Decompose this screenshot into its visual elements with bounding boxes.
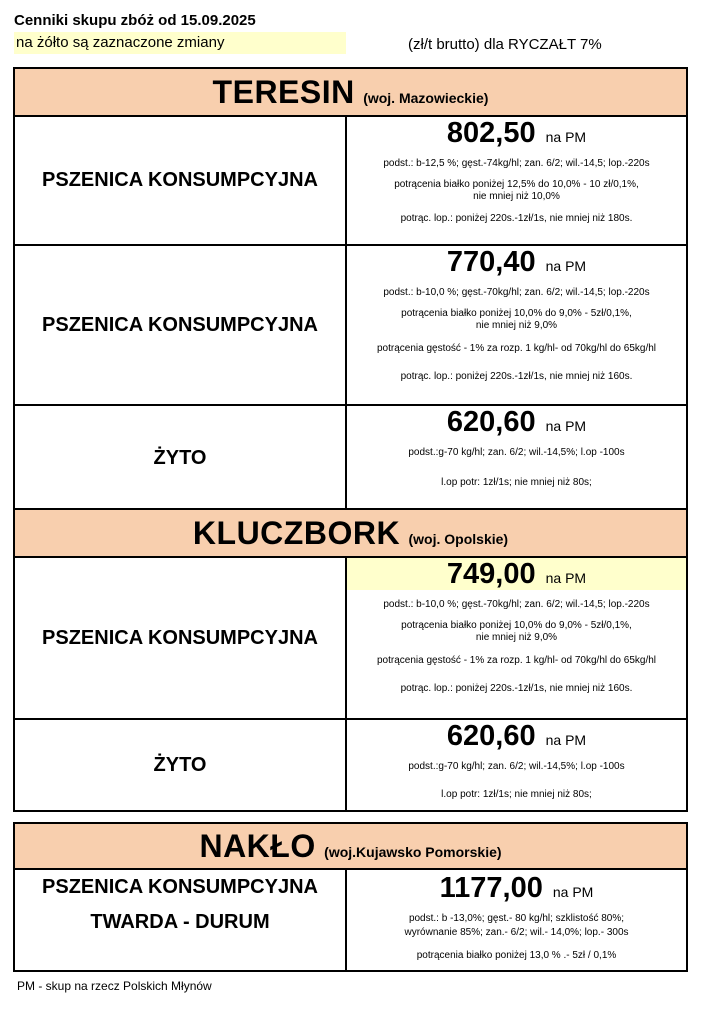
price: 749,00 <box>446 558 536 590</box>
price-unit: na PM <box>545 129 587 145</box>
product-name: PSZENICA KONSUMPCYJNA <box>42 313 318 336</box>
location-region: (woj.Kujawsko Pomorskie) <box>324 844 502 860</box>
price: 620,60 <box>446 406 536 438</box>
price-unit-note: (zł/t brutto) dla RYCZAŁT 7% <box>408 36 602 53</box>
product-name: PSZENICA KONSUMPCYJNA <box>42 626 318 649</box>
price-unit: na PM <box>545 570 587 586</box>
deduction-note: nie mniej niż 9,0% <box>475 320 558 331</box>
price: 802,50 <box>446 117 536 149</box>
deduction-note: l.op potr: 1zł/1s; nie mniej niż 80s; <box>441 789 592 800</box>
price-unit: na PM <box>545 418 587 434</box>
header-title: Cenniki skupu zbóż od 15.09.2025 <box>14 12 256 29</box>
price-row <box>15 244 686 404</box>
section-teresin <box>13 67 688 510</box>
deduction-note: potrącenia gęstość - 1% za rozp. 1 kg/hl- od 70kg/hl do 65kg/hl <box>376 655 657 666</box>
product-name: ŻYTO <box>153 446 207 469</box>
price-row <box>15 404 686 510</box>
deduction-note: potrąc. lop.: poniżej 220s.-1zł/1s, nie mniej niż 180s. <box>400 213 633 224</box>
quality-note: podst.:g-70 kg/hl; zan. 6/2; wil.-14,5%; l.op -100s <box>408 761 625 772</box>
product-name: PSZENICA KONSUMPCYJNA <box>42 876 318 898</box>
price-row <box>15 718 686 810</box>
deduction-note: nie mniej niż 10,0% <box>473 191 560 202</box>
deduction-note: potrącenia gęstość - 1% za rozp. 1 kg/hl- od 70kg/hl do 65kg/hl <box>376 343 657 354</box>
location-name: NAKŁO <box>199 828 316 864</box>
price: 1177,00 <box>439 872 543 904</box>
deduction-note: potrącenia białko poniżej 10,0% do 9,0% - 5zł/0,1%, <box>401 308 632 319</box>
location-header <box>15 69 686 117</box>
location-name: TERESIN <box>212 74 355 110</box>
section-naklo <box>13 822 688 972</box>
quality-note: podst.:g-70 kg/hl; zan. 6/2; wil.-14,5%; l.op -100s <box>408 447 625 458</box>
deduction-note: nie mniej niż 9,0% <box>475 632 558 643</box>
price-row <box>15 558 686 718</box>
quality-note: podst.: b-10,0 %; gęst.-70kg/hl; zan. 6/2; wil.-14,5; lop.-220s <box>383 287 650 298</box>
quality-note: podst.: b-12,5 %; gęst.-74kg/hl; zan. 6/2; wil.-14,5; lop.-220s <box>383 158 650 169</box>
quality-note: podst.: b-10,0 %; gęst.-70kg/hl; zan. 6/2; wil.-14,5; lop.-220s <box>383 599 650 610</box>
footer-note: PM - skup na rzecz Polskich Młynów <box>17 979 212 993</box>
section-kluczbork <box>13 508 688 812</box>
changed-price-highlight <box>347 558 686 590</box>
deduction-note: potrąc. lop.: poniżej 220s.-1zł/1s, nie mniej niż 160s. <box>400 371 633 382</box>
location-header <box>15 510 686 558</box>
deduction-note: potrąc. lop.: poniżej 220s.-1zł/1s, nie mniej niż 160s. <box>400 683 633 694</box>
location-header <box>15 824 686 870</box>
price-row <box>15 870 686 970</box>
quality-note: podst.: b -13,0%; gęst.- 80 kg/hl; szklistość 80%; <box>408 913 625 924</box>
price-unit: na PM <box>545 258 587 274</box>
price-row <box>15 117 686 244</box>
deduction-note: potrącenia białko poniżej 12,5% do 10,0% - 10 zł/0,1%, <box>394 179 639 190</box>
product-name: ŻYTO <box>153 753 207 776</box>
deduction-note: l.op potr: 1zł/1s; nie mniej niż 80s; <box>441 477 592 488</box>
price-unit: na PM <box>545 732 587 748</box>
location-region: (woj. Mazowieckie) <box>363 90 489 106</box>
deduction-note: potrącenia białko poniżej 10,0% do 9,0% - 5zł/0,1%, <box>401 620 632 631</box>
price: 620,60 <box>446 720 536 752</box>
price: 770,40 <box>446 246 536 278</box>
location-name: KLUCZBORK <box>192 515 401 551</box>
deduction-note: potrącenia białko poniżej 13,0 % .- 5zł / 0,1% <box>416 950 617 961</box>
quality-note: wyrównanie 85%; zan.- 6/2; wil.- 14,0%; lop.- 300s <box>404 927 629 938</box>
product-subtype: TWARDA - DURUM <box>90 911 270 933</box>
location-region: (woj. Opolskie) <box>408 531 509 547</box>
changes-note: na żółto są zaznaczone zmiany <box>14 32 346 54</box>
price-unit: na PM <box>552 884 594 900</box>
product-name: PSZENICA KONSUMPCYJNA <box>42 169 318 191</box>
